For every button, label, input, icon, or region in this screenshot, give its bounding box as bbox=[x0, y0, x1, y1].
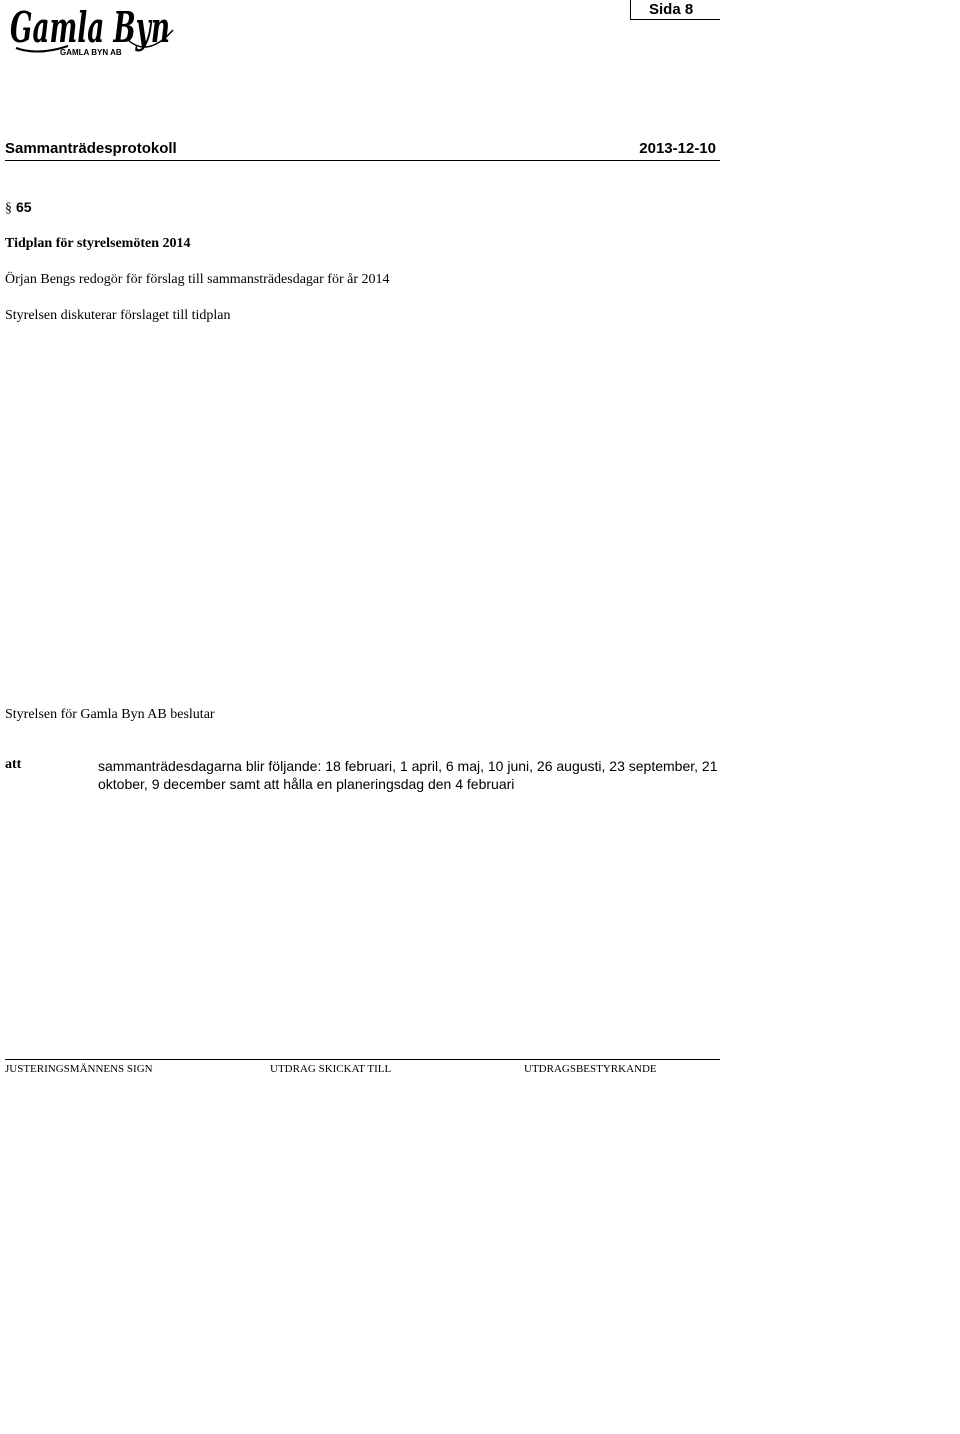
svg-text:Gamla Byn: Gamla Byn bbox=[10, 3, 170, 52]
svg-text:GAMLA BYN AB: GAMLA BYN AB bbox=[60, 48, 122, 57]
decision-label: att bbox=[5, 757, 22, 772]
paragraph-number bbox=[5, 199, 32, 217]
section-symbol: § bbox=[5, 201, 12, 216]
page-number: Sida 8 bbox=[630, 0, 720, 20]
footer-sent-to-label: UTDRAG SKICKAT TILL bbox=[270, 1063, 392, 1075]
footer-certification-label: UTDRAGSBESTYRKANDE bbox=[524, 1063, 657, 1075]
discussion-line: Styrelsen diskuterar förslaget till tidplan bbox=[5, 308, 231, 323]
decision-text: sammanträdesdagarna blir följande: 18 februari, 1 april, 6 maj, 10 juni, 26 augusti, 23 september, 21 oktober, 9 december samt att hålla en planeringsdag den 4 februari bbox=[98, 758, 718, 792]
document-header bbox=[5, 140, 720, 161]
document-title: Sammanträdesprotokoll bbox=[5, 140, 177, 157]
item-heading: Tidplan för styrelsemöten 2014 bbox=[5, 236, 191, 251]
decision-intro-line: Styrelsen för Gamla Byn AB beslutar bbox=[5, 707, 215, 722]
footer-signature-label: JUSTERINGSMÄNNENS SIGN bbox=[5, 1063, 153, 1075]
footer-divider bbox=[5, 1059, 720, 1060]
paragraph-number-value: 65 bbox=[16, 199, 32, 215]
company-logo bbox=[8, 0, 183, 60]
document-date: 2013-12-10 bbox=[639, 140, 716, 157]
report-line: Örjan Bengs redogör för förslag till sammansträdesdagar för år 2014 bbox=[5, 272, 390, 287]
